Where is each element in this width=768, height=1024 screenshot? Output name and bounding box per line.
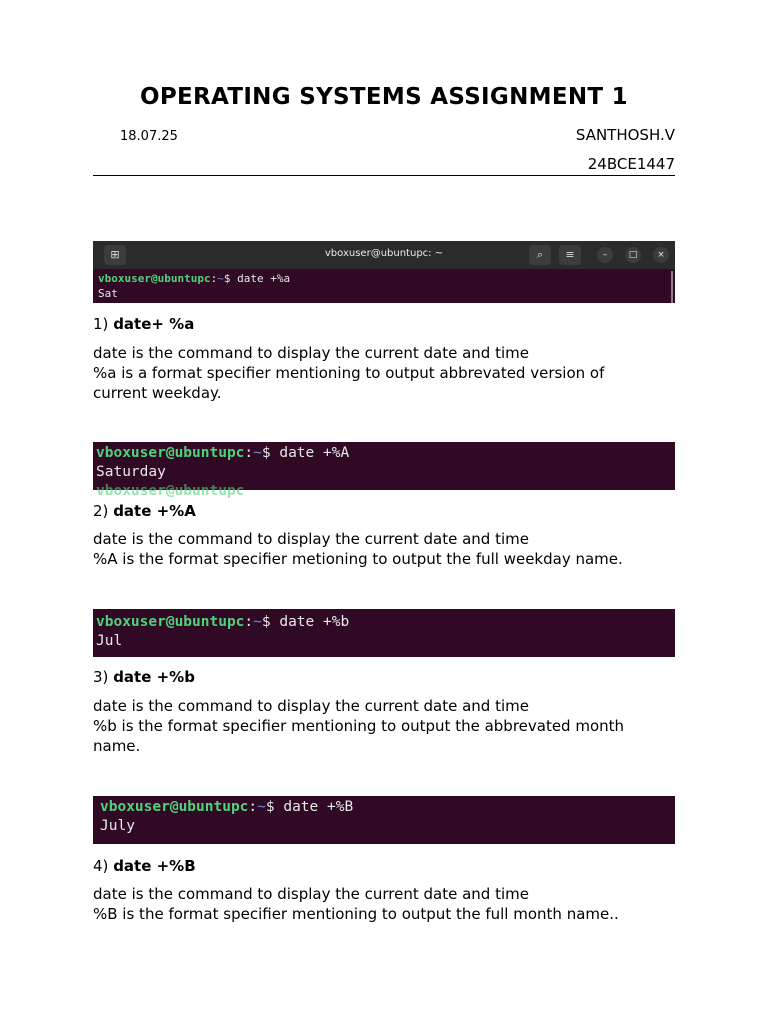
description-line: current weekday. bbox=[93, 384, 222, 402]
prompt-path: ~ bbox=[217, 272, 224, 285]
terminal-output: Saturday bbox=[96, 464, 166, 480]
section-number: 4) bbox=[93, 857, 109, 875]
terminal-output: July bbox=[100, 818, 135, 834]
prompt-user: vboxuser@ubuntupc bbox=[96, 483, 245, 499]
description-line: date is the command to display the current date and time bbox=[93, 530, 529, 548]
prompt-path: ~ bbox=[253, 614, 262, 630]
prompt-path: ~ bbox=[253, 445, 262, 461]
section-command: date +%A bbox=[113, 502, 196, 520]
section-number: 1) bbox=[93, 315, 109, 333]
terminal-window-title: vboxuser@ubuntupc: ~ bbox=[324, 248, 444, 259]
section-number: 3) bbox=[93, 668, 109, 686]
description-line: name. bbox=[93, 737, 141, 755]
section-description-1 bbox=[93, 343, 653, 403]
author-name: SANTHOSH.V bbox=[575, 126, 675, 144]
close-icon[interactable]: × bbox=[653, 247, 669, 263]
section-command: date +%b bbox=[113, 668, 195, 686]
prompt-separator: : bbox=[244, 445, 254, 461]
prompt-dollar: $ bbox=[265, 799, 284, 815]
description-line: %a is a format specifier mentioning to output abbrevated version of bbox=[93, 364, 605, 382]
description-line: %b is the format specifier mentioning to output the abbrevated month bbox=[93, 717, 625, 735]
terminal-screenshot-3 bbox=[93, 609, 675, 657]
section-heading-3 bbox=[93, 668, 195, 686]
section-command: date +%B bbox=[113, 857, 196, 875]
minimize-icon[interactable]: – bbox=[597, 247, 613, 263]
prompt-user: vboxuser@ubuntupc bbox=[96, 614, 245, 630]
prompt-user: vboxuser@ubuntupc bbox=[100, 799, 249, 815]
maximize-icon[interactable]: □ bbox=[625, 247, 641, 263]
section-description-4 bbox=[93, 884, 663, 924]
prompt-user: vboxuser@ubuntupc bbox=[98, 272, 211, 285]
terminal-command: date +%B bbox=[283, 799, 354, 815]
document-title: OPERATING SYSTEMS ASSIGNMENT 1 bbox=[139, 84, 628, 110]
prompt-separator: : bbox=[244, 614, 254, 630]
terminal-command: date +%a bbox=[237, 272, 291, 285]
header-divider bbox=[93, 175, 675, 176]
prompt-dollar: $ bbox=[261, 445, 280, 461]
prompt-path: ~ bbox=[257, 799, 266, 815]
section-description-3 bbox=[93, 696, 653, 756]
terminal-command-line bbox=[96, 445, 349, 461]
section-description-2 bbox=[93, 529, 663, 569]
registration-number: 24BCE1447 bbox=[587, 155, 675, 173]
terminal-titlebar bbox=[93, 241, 675, 269]
description-line: date is the command to display the current date and time bbox=[93, 697, 529, 715]
prompt-dollar: $ bbox=[261, 614, 280, 630]
section-heading-4 bbox=[93, 857, 196, 875]
terminal-command-line bbox=[98, 272, 290, 285]
new-tab-icon[interactable]: ⊞ bbox=[104, 245, 126, 265]
prompt-separator: : bbox=[210, 272, 218, 285]
terminal-command: date +%A bbox=[279, 445, 350, 461]
description-line: %B is the format specifier mentioning to output the full month name.. bbox=[93, 905, 619, 923]
terminal-command-line bbox=[96, 614, 349, 630]
prompt-user: vboxuser@ubuntupc bbox=[96, 445, 245, 461]
terminal-cut-line bbox=[96, 483, 245, 499]
section-number: 2) bbox=[93, 502, 109, 520]
section-heading-2 bbox=[93, 502, 196, 520]
terminal-screenshot-2 bbox=[93, 442, 675, 499]
terminal-scrollbar[interactable] bbox=[671, 271, 673, 303]
hamburger-menu-icon[interactable]: ≡ bbox=[559, 245, 581, 265]
search-icon[interactable]: ⌕ bbox=[529, 245, 551, 265]
prompt-dollar: $ bbox=[223, 272, 238, 285]
terminal-command: date +%b bbox=[279, 614, 350, 630]
terminal-screenshot-4 bbox=[93, 796, 675, 844]
section-heading-1 bbox=[93, 315, 194, 333]
terminal-screenshot-1 bbox=[93, 241, 675, 303]
terminal-command-line bbox=[100, 799, 353, 815]
description-line: %A is the format specifier metioning to output the full weekday name. bbox=[93, 550, 623, 568]
terminal-output: Sat bbox=[98, 287, 118, 300]
description-line: date is the command to display the current date and time bbox=[93, 344, 529, 362]
section-command: date+ %a bbox=[113, 315, 195, 333]
document-date: 18.07.25 bbox=[120, 129, 178, 144]
terminal-output: Jul bbox=[96, 633, 123, 649]
description-line: date is the command to display the current date and time bbox=[93, 885, 529, 903]
prompt-separator: : bbox=[248, 799, 258, 815]
